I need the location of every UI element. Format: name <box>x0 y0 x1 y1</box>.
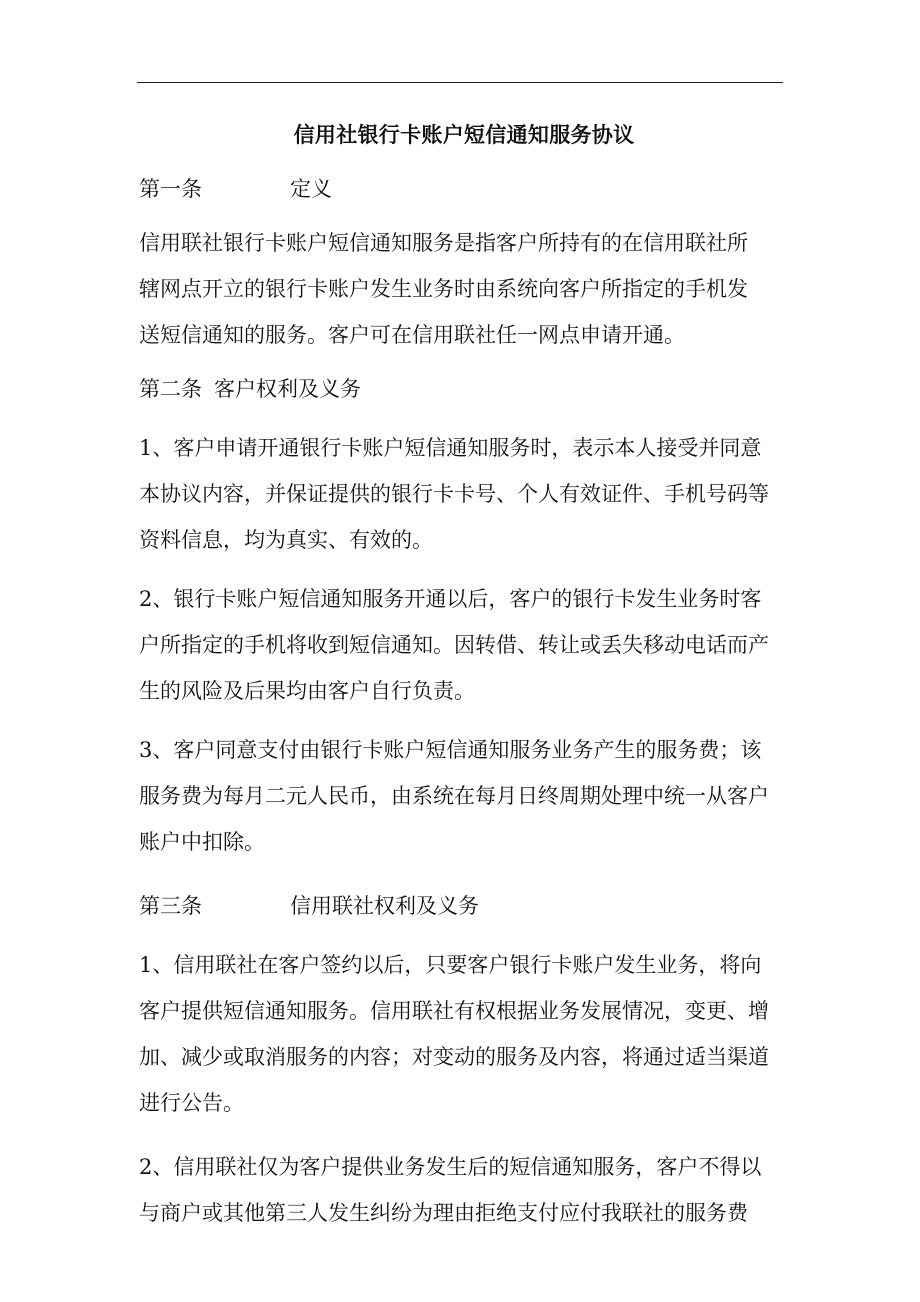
article-3-name: 信用联社权利及义务 <box>290 894 479 918</box>
text-line: 辖网点开立的银行卡账户发生业务时由系统向客户所指定的手机发 <box>139 277 748 301</box>
text-line: 送短信通知的服务。客户可在信用联社任一网点申请开通。 <box>139 323 685 347</box>
text-line: 加、减少或取消服务的内容；对变动的服务及内容，将通过适当渠道 <box>139 1045 769 1069</box>
text-line: 资料信息，均为真实、有效的。 <box>139 528 433 552</box>
article-1-name: 定义 <box>290 177 332 201</box>
article-1-heading <box>139 166 789 212</box>
text-line: 服务费为每月二元人民币，由系统在每月日终周期处理中统一从客户 <box>139 784 769 808</box>
text-line: 客户提供短信通知服务。信用联社有权根据业务发展情况，变更、增 <box>139 999 769 1023</box>
text-line: 账户中扣除。 <box>139 830 265 854</box>
article-1-label: 第一条 <box>139 177 202 201</box>
article-2-item-2 <box>139 576 789 714</box>
text-line: 1、信用联社在客户签约以后，只要客户银行卡账户发生业务，将向 <box>139 953 762 977</box>
article-2-heading <box>139 366 789 412</box>
document-title: 信用社银行卡账户短信通知服务协议 <box>293 122 635 147</box>
article-2-label: 第二条 <box>139 377 202 401</box>
text-line: 户所指定的手机将收到短信通知。因转借、转让或丢失移动电话而产 <box>139 633 769 657</box>
document-page <box>139 112 789 1236</box>
header-rule <box>137 82 783 83</box>
text-line: 1、客户申请开通银行卡账户短信通知服务时，表示本人接受并同意 <box>139 436 762 460</box>
article-3-heading <box>139 883 789 929</box>
text-line: 2、信用联社仅为客户提供业务发生后的短信通知服务，客户不得以 <box>139 1155 762 1179</box>
text-line: 3、客户同意支付由银行卡账户短信通知服务业务产生的服务费；该 <box>139 738 762 762</box>
article-2-item-1 <box>139 425 789 563</box>
text-line: 进行公告。 <box>139 1091 244 1115</box>
article-3-label: 第三条 <box>139 894 202 918</box>
text-line: 与商户或其他第三人发生纠纷为理由拒绝支付应付我联社的服务费 <box>139 1201 748 1225</box>
article-2-item-3 <box>139 727 789 865</box>
article-2-name: 客户权利及义务 <box>214 377 361 401</box>
article-1-definition <box>139 220 789 358</box>
text-line: 生的风险及后果均由客户自行负责。 <box>139 679 475 703</box>
article-3-item-1 <box>139 942 789 1126</box>
text-line: 2、银行卡账户短信通知服务开通以后，客户的银行卡发生业务时客 <box>139 587 762 611</box>
article-3-item-2 <box>139 1144 789 1236</box>
text-line: 信用联社银行卡账户短信通知服务是指客户所持有的在信用联社所 <box>139 231 748 255</box>
text-line: 本协议内容，并保证提供的银行卡卡号、个人有效证件、手机号码等 <box>139 482 769 506</box>
